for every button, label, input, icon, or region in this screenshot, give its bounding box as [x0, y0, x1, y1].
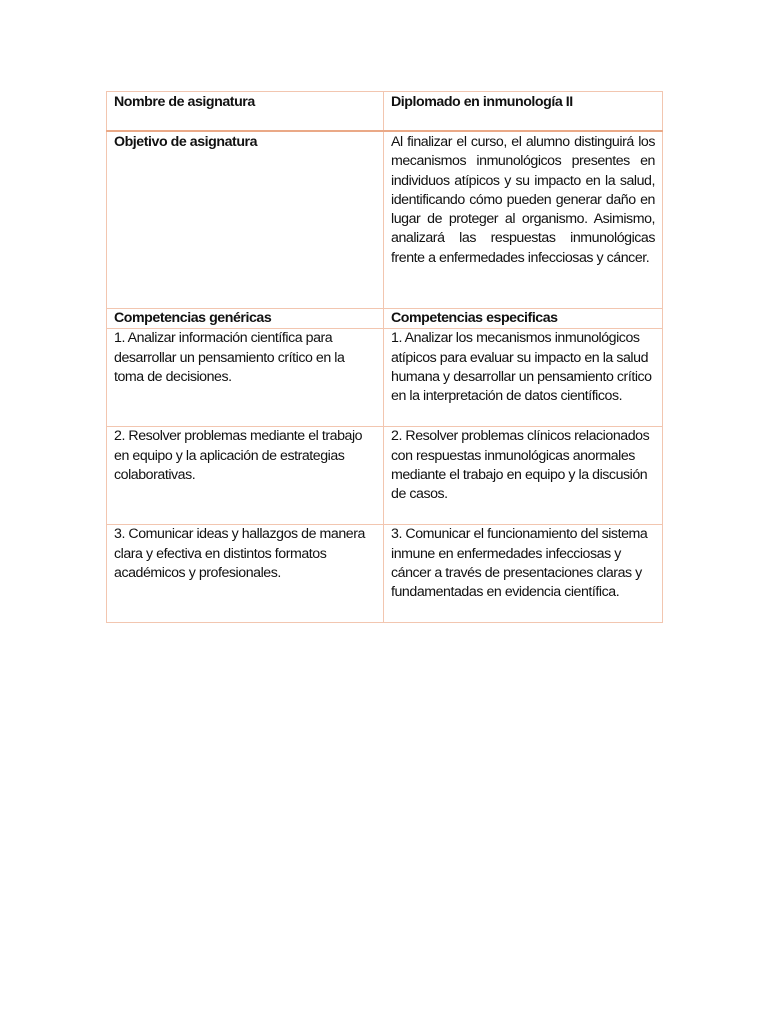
generic-competency-2: 2. Resolver problemas mediante el trabajo en equipo y la aplicación de estrategias colaborativas. — [107, 427, 384, 525]
specific-competencies-header: Competencias especificas — [384, 309, 663, 329]
competency-row — [107, 329, 663, 427]
competency-row — [107, 525, 663, 623]
generic-competency-1: 1. Analizar información científica para desarrollar un pensamiento crítico en la toma de decisiones. — [107, 329, 384, 427]
objective-label-cell — [107, 131, 384, 309]
specific-competency-3: 3. Comunicar el funcionamiento del sistema inmune en enfermedades infecciosas y cáncer a través de presentaciones claras y fundamentadas en evidencia científica. — [384, 525, 663, 623]
subject-name-value-cell — [384, 92, 663, 132]
generic-competencies-header: Competencias genéricas — [107, 309, 384, 329]
objective-row — [107, 131, 663, 309]
course-info-table — [106, 91, 663, 623]
competency-row — [107, 427, 663, 525]
objective-value-cell — [384, 131, 663, 309]
subject-name-label: Nombre de asignatura — [114, 94, 255, 110]
specific-competency-2: 2. Resolver problemas clínicos relacionados con respuestas inmunológicas anormales mediante el trabajo en equipo y la discusión de casos. — [384, 427, 663, 525]
objective-value: Al finalizar el curso, el alumno distinguirá los mecanismos inmunológicos presentes en individuos atípicos y su impacto en la salud, identificando cómo pueden generar daño en lugar de proteger al organismo. Asimismo, analizará las respuestas inmunológicas frente a enfermedades infecciosas y cáncer. — [391, 134, 655, 266]
subject-name-label-cell — [107, 92, 384, 132]
competencies-header-row — [107, 309, 663, 329]
subject-name-value: Diplomado en inmunología II — [391, 94, 573, 110]
subject-name-row — [107, 92, 663, 132]
objective-label: Objetivo de asignatura — [114, 134, 258, 150]
specific-competency-1: 1. Analizar los mecanismos inmunológicos atípicos para evaluar su impacto en la salud humana y desarrollar un pensamiento crítico en la interpretación de datos científicos. — [384, 329, 663, 427]
generic-competency-3: 3. Comunicar ideas y hallazgos de manera clara y efectiva en distintos formatos académicos y profesionales. — [107, 525, 384, 623]
